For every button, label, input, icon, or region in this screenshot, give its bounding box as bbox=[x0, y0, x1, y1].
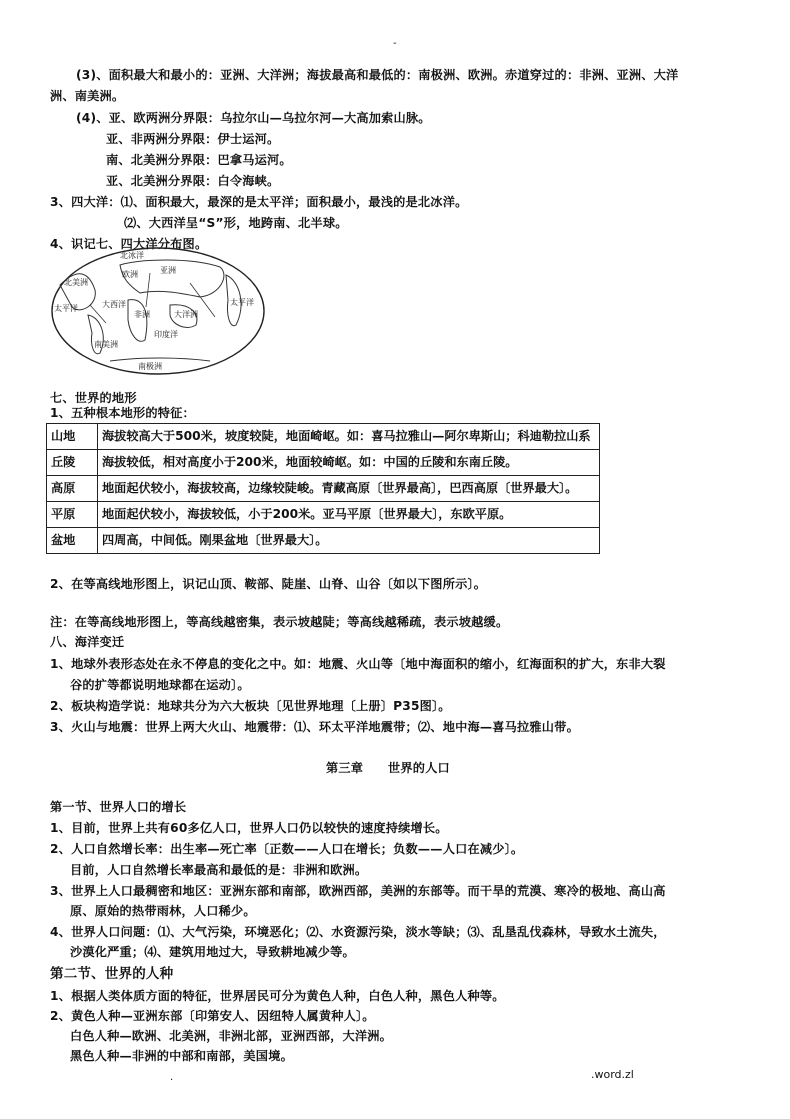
table-row bbox=[47, 528, 600, 554]
text-line: 谷的扩等都说明地球都在运动〕。 bbox=[70, 678, 250, 692]
text-line: 白色人种—欧洲、北美洲，非洲北部，亚洲西部，大洋洲。 bbox=[70, 1029, 393, 1043]
section-heading: 七、世界的地形 bbox=[50, 391, 137, 405]
text-line: 2、黄色人种—亚洲东部〔印第安人、因纽特人属黄种人〕。 bbox=[50, 1009, 375, 1023]
footer-dot: . bbox=[170, 1072, 174, 1083]
map-label: 太平洋 bbox=[54, 304, 78, 313]
text-line: 亚、非两洲分界限：伊士运河。 bbox=[106, 132, 280, 146]
map-label: 非洲 bbox=[134, 310, 150, 319]
map-label: 印度洋 bbox=[154, 330, 178, 339]
text-line: 目前，人口自然增长率最高和最低的是：非洲和欧洲。 bbox=[70, 863, 368, 877]
text-line: (3)、面积最大和最小的：亚洲、大洋洲；海拔最高和最低的：南极洲、欧洲。赤道穿过的：非洲、亚洲、大洋 bbox=[76, 68, 679, 82]
text-line: 1、五种根本地形的特征： bbox=[50, 406, 195, 420]
map-label: 亚洲 bbox=[160, 266, 176, 275]
map-label: 欧洲 bbox=[122, 270, 138, 279]
text-line: 4、世界人口问题：⑴、大气污染，环境恶化；⑵、水资源污染，淡水等缺；⑶、乱垦乱伐森林，导致水土流失， bbox=[50, 925, 666, 939]
text-line: 3、火山与地震：世界上两大火山、地震带：⑴、环太平洋地震带；⑵、地中海—喜马拉雅山带。 bbox=[50, 720, 579, 734]
map-label: 大洋洲 bbox=[174, 310, 198, 319]
text-line: 3、四大洋：⑴、面积最大，最深的是太平洋；面积最小，最浅的是北冰洋。 bbox=[50, 195, 468, 209]
footer-text: .word.zl bbox=[591, 1068, 634, 1081]
table-cell-desc: 海拔较低，相对高度小于200米，地面较崎岖。如：中国的丘陵和东南丘陵。 bbox=[98, 450, 600, 476]
table-cell-desc: 海拔较高大于500米，坡度较陡，地面崎岖。如：喜马拉雅山—阿尔卑斯山；科迪勒拉山系 bbox=[98, 424, 600, 450]
text-line: (4)、亚、欧两洲分界限：乌拉尔山—乌拉尔河—大高加索山脉。 bbox=[76, 111, 431, 125]
table-cell-desc: 四周高，中间低。刚果盆地〔世界最大〕。 bbox=[98, 528, 600, 554]
map-label: 北冰洋 bbox=[120, 251, 144, 260]
table-cell-desc: 地面起伏较小，海拔较低，小于200米。亚马平原〔世界最大〕，东欧平原。 bbox=[98, 502, 600, 528]
map-label: 大西洋 bbox=[102, 300, 126, 309]
text-line: ⑵、大西洋呈“S”形，地跨南、北半球。 bbox=[124, 216, 348, 230]
table-cell-name: 丘陵 bbox=[47, 450, 98, 476]
table-row bbox=[47, 450, 600, 476]
table-cell-name: 盆地 bbox=[47, 528, 98, 554]
text-line: 沙漠化严重；⑷、建筑用地过大，导致耕地减少等。 bbox=[70, 945, 355, 959]
table-cell-name: 高原 bbox=[47, 476, 98, 502]
table-row bbox=[47, 476, 600, 502]
text-line: 黑色人种—非洲的中部和南部，美国境。 bbox=[70, 1049, 293, 1063]
text-line: 亚、北美洲分界限：白令海峡。 bbox=[106, 174, 280, 188]
map-label: 北美洲 bbox=[64, 278, 88, 287]
text-line: 1、根据人类体质方面的特征，世界居民可分为黄色人种，白色人种，黑色人种等。 bbox=[50, 989, 505, 1003]
text-line: 原、原始的热带雨林，人口稀少。 bbox=[70, 904, 256, 918]
map-label: 太平洋 bbox=[230, 298, 254, 307]
text-line: 1、目前，世界上共有60多亿人口，世界人口仍以较快的速度持续增长。 bbox=[50, 821, 448, 835]
map-label: 南极洲 bbox=[138, 362, 162, 371]
text-line: 4、识记七、四大洋分布图。 bbox=[50, 237, 208, 251]
terrain-table bbox=[46, 423, 600, 554]
text-line: 2、在等高线地形图上，识记山顶、鞍部、陡崖、山脊、山谷〔如以下图所示〕。 bbox=[50, 577, 487, 591]
text-line: 南、北美洲分界限：巴拿马运河。 bbox=[106, 153, 292, 167]
header-mark: - bbox=[393, 38, 397, 49]
table-row bbox=[47, 424, 600, 450]
section-heading: 第二节、世界的人种 bbox=[50, 966, 174, 982]
table-cell-name: 山地 bbox=[47, 424, 98, 450]
world-oceans-map bbox=[50, 245, 266, 377]
note-line: 注：在等高线地形图上，等高线越密集，表示坡越陡；等高线越稀疏，表示坡越缓。 bbox=[50, 615, 509, 629]
text-line: 2、板块构造学说：地球共分为六大板块〔见世界地理〔上册〕P35图〕。 bbox=[50, 699, 451, 713]
table-row bbox=[47, 502, 600, 528]
section-heading: 八、海洋变迁 bbox=[50, 635, 125, 649]
text-line: 洲、南美洲。 bbox=[50, 89, 125, 103]
text-line: 2、人口自然增长率：出生率—死亡率〔正数——人口在增长；负数——人口在减少〕。 bbox=[50, 842, 524, 856]
section-heading: 第一节、世界人口的增长 bbox=[50, 800, 187, 814]
text-line: 3、世界上人口最稠密和地区：亚洲东部和南部，欧洲西部，美洲的东部等。而干旱的荒漠、寒冷的极地、高山高 bbox=[50, 884, 666, 898]
map-label: 南美洲 bbox=[94, 340, 118, 349]
text-line: 1、地球外表形态处在永不停息的变化之中。如：地震、火山等〔地中海面积的缩小，红海面积的扩大，东非大裂 bbox=[50, 657, 666, 671]
table-cell-name: 平原 bbox=[47, 502, 98, 528]
table-cell-desc: 地面起伏较小，海拔较高，边缘较陡峻。青藏高原〔世界最高〕，巴西高原〔世界最大〕。 bbox=[98, 476, 600, 502]
chapter-title: 第三章 世界的人口 bbox=[326, 761, 450, 775]
